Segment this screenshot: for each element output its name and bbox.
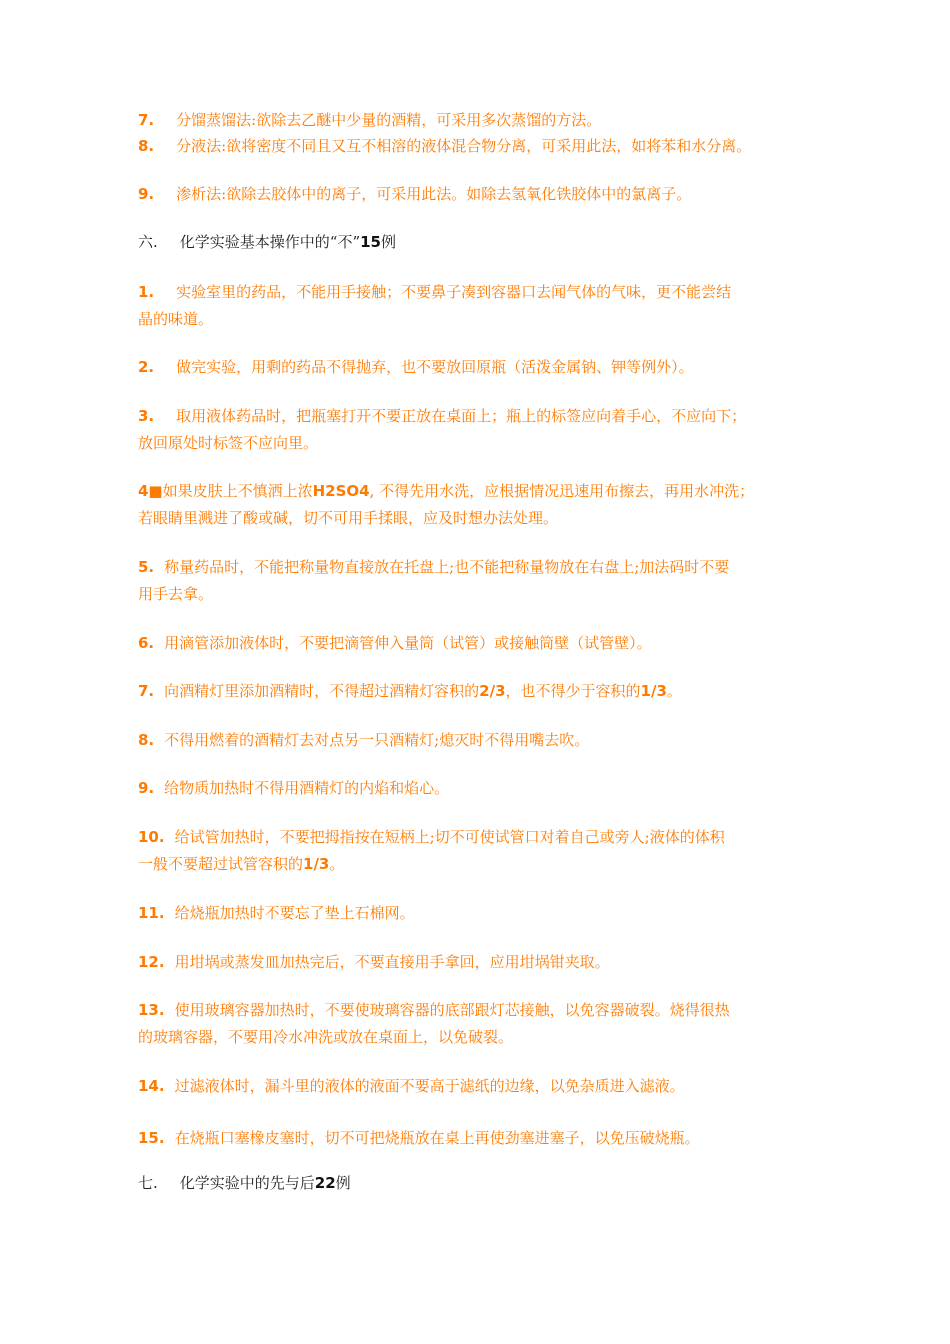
item-text: 给烧瓶加热时不要忘了垫上石棉网。 — [174, 904, 415, 922]
item-number: 15. — [138, 1129, 165, 1147]
section-title: 化学实验中的先与后 — [179, 1174, 315, 1192]
rule-item — [138, 683, 682, 699]
item-number: 10. — [138, 828, 165, 846]
item-text: 过滤液体时，漏斗里的液体的液面不要高于滤纸的边缘，以免杂质进入滤液。 — [174, 1077, 685, 1095]
item-text: 分馏蒸馏法:欲除去乙醚中少量的酒精，可采用多次蒸馏的方法。 — [176, 111, 602, 129]
item-text: 渗析法:欲除去胶体中的离子，可采用此法。如除去氢氧化铁胶体中的氯离子。 — [176, 185, 692, 203]
item-number: 4■ — [138, 482, 163, 500]
section-prefix: 七. — [138, 1174, 158, 1192]
rule-item — [138, 780, 449, 796]
rule-item — [138, 359, 694, 375]
rule-item — [138, 559, 729, 575]
item-text: 一般不要超过试管容积的 — [138, 855, 304, 873]
fraction: 1/3 — [640, 682, 667, 700]
item-text: 。 — [329, 855, 345, 873]
rule-continuation — [138, 586, 213, 602]
section-suffix: 例 — [335, 1174, 351, 1192]
rule-item — [138, 1078, 685, 1094]
item-text: 若眼睛里溅进了酸或碱，切不可用手揉眼，应及时想办法处理。 — [138, 509, 559, 527]
item-text: 的玻璃容器，不要用冷水冲洗或放在桌面上，以免破裂。 — [138, 1028, 514, 1046]
rule-item — [138, 1130, 700, 1146]
item-text: 使用玻璃容器加热时，不要使玻璃容器的底部跟灯芯接触，以免容器破裂。烧得很热 — [174, 1001, 730, 1019]
item-number: 8. — [138, 137, 155, 155]
section-heading-7 — [138, 1175, 351, 1191]
item-text: 实验室里的药品，不能用手接触；不要鼻子凑到容器口去闻气体的气味，更不能尝结 — [176, 283, 732, 301]
list-item — [138, 186, 691, 202]
item-number: 7. — [138, 111, 155, 129]
section-heading-6 — [138, 234, 396, 250]
rule-item — [138, 635, 652, 651]
item-text: 晶的味道。 — [138, 310, 214, 328]
item-number: 7. — [138, 682, 155, 700]
item-text: 。 — [666, 682, 682, 700]
rule-item — [138, 1002, 730, 1018]
section-count: 15 — [360, 233, 381, 251]
item-text: 用手去拿。 — [138, 585, 214, 603]
item-number: 12. — [138, 953, 165, 971]
item-text: 给物质加热时不得用酒精灯的内焰和焰心。 — [164, 779, 450, 797]
section-count: 22 — [314, 1174, 336, 1192]
rule-item — [138, 732, 589, 748]
item-text: , 不得先用水洗，应根据情况迅速用布擦去，再用水冲洗； — [369, 482, 755, 500]
item-text: 称量药品时，不能把称量物直接放在托盘上;也不能把称量物放在右盘上;加法码时不要 — [164, 558, 730, 576]
rule-continuation — [138, 311, 213, 327]
item-number: 6. — [138, 634, 155, 652]
item-number: 5. — [138, 558, 155, 576]
rule-continuation — [138, 435, 318, 451]
item-number: 1. — [138, 283, 155, 301]
rule-item — [138, 954, 610, 970]
rule-continuation — [138, 856, 344, 872]
item-text: 取用液体药品时，把瓶塞打开不要正放在桌面上；瓶上的标签应向着手心，不应向下； — [176, 407, 747, 425]
item-text: 在烧瓶口塞橡皮塞时，切不可把烧瓶放在桌上再使劲塞进塞子，以免压破烧瓶。 — [174, 1129, 700, 1147]
list-item — [138, 112, 601, 128]
fraction: 1/3 — [303, 855, 330, 873]
section-title: 化学实验基本操作中的“不” — [179, 233, 361, 251]
item-number: 3. — [138, 407, 155, 425]
rule-item — [138, 408, 746, 424]
item-text: 用坩埚或蒸发皿加热完后，不要直接用手拿回，应用坩埚钳夹取。 — [174, 953, 610, 971]
rule-item — [138, 284, 731, 300]
item-number: 2. — [138, 358, 155, 376]
rule-item — [138, 905, 415, 921]
item-text: 分液法:欲将密度不同且又互不相溶的液体混合物分离，可采用此法，如将苯和水分离。 — [176, 137, 752, 155]
item-number: 13. — [138, 1001, 165, 1019]
item-text: ，也不得少于容积的 — [505, 682, 641, 700]
item-text: 放回原处时标签不应向里。 — [138, 434, 319, 452]
rule-continuation — [138, 510, 558, 526]
item-text: 给试管加热时，不要把拇指按在短柄上;切不可使试管口对着自己或旁人;液体的体积 — [174, 828, 725, 846]
item-text: 用滴管添加液体时，不要把滴管伸入量筒（试管）或接触筒壁（试管壁）。 — [164, 634, 652, 652]
list-item — [138, 138, 751, 154]
item-number: 9. — [138, 185, 155, 203]
fraction: 2/3 — [479, 682, 506, 700]
formula: H2SO4 — [312, 482, 370, 500]
item-number: 9. — [138, 779, 155, 797]
rule-continuation — [138, 1029, 513, 1045]
item-number: 8. — [138, 731, 155, 749]
item-number: 11. — [138, 904, 165, 922]
item-text: 向酒精灯里添加酒精时，不得超过酒精灯容积的 — [164, 682, 480, 700]
item-text: 做完实验，用剩的药品不得抛弃，也不要放回原瓶（活泼金属钠、钾等例外）。 — [176, 358, 694, 376]
section-prefix: 六. — [138, 233, 158, 251]
rule-item — [138, 829, 725, 845]
item-number: 14. — [138, 1077, 165, 1095]
item-text: 如果皮肤上不慎洒上浓 — [162, 482, 313, 500]
item-text: 不得用燃着的酒精灯去对点另一只酒精灯;熄灭时不得用嘴去吹。 — [164, 731, 590, 749]
rule-item — [138, 483, 754, 499]
section-suffix: 例 — [381, 233, 397, 251]
